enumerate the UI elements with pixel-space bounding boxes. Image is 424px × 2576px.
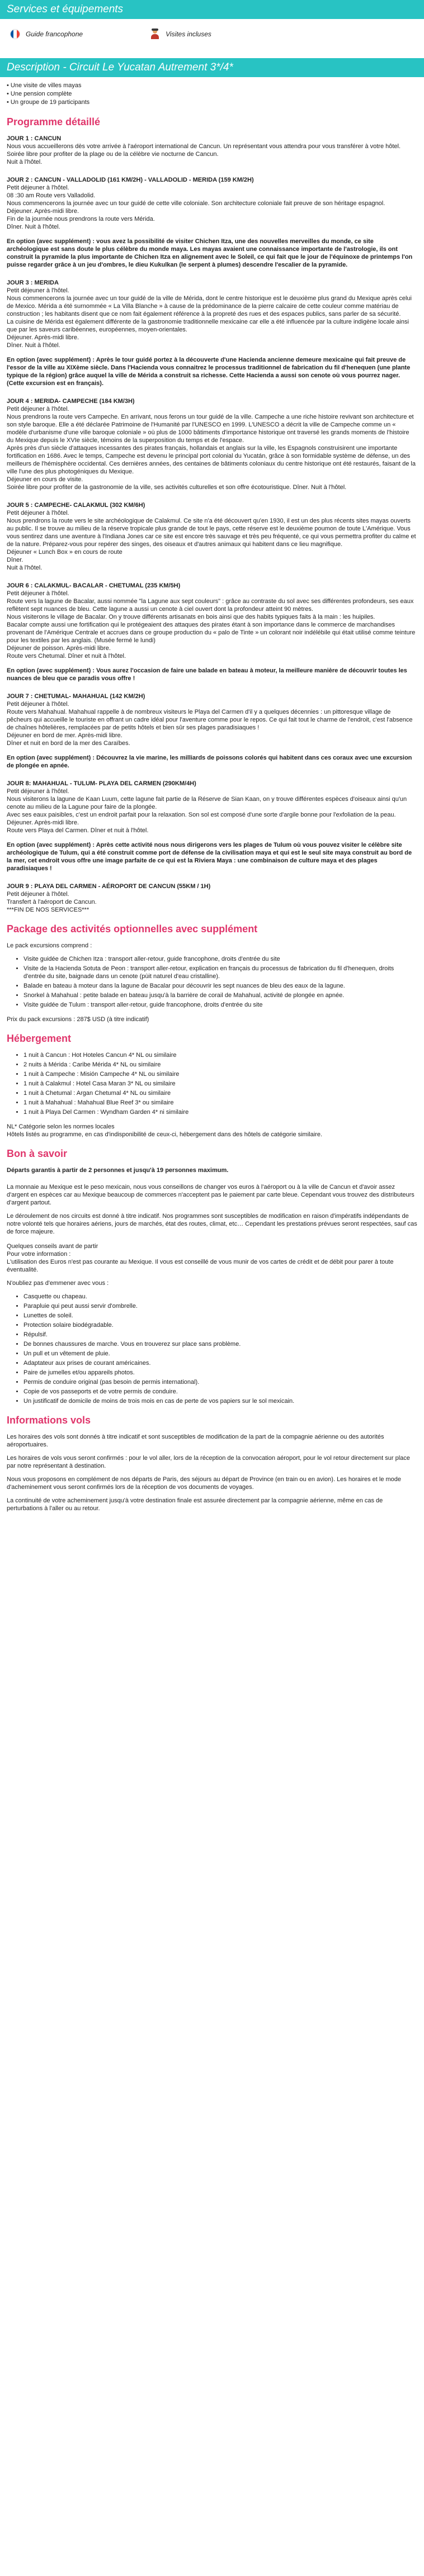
services-list [0, 19, 424, 58]
list-item: • Visite guidée de Chichen Itza : transport aller-retour, guide francophone, droits d'entrée du site [23, 955, 417, 963]
day-paragraph: Nous visiterons la lagune de Kaan Luum, cette lagune fait partie de la Réserve de Sian Kaan, on y trouve différentes espèces d'oiseaux ainsi qu'un cenote au milieu de la Lagune pour faire de la plongée. [7, 796, 407, 810]
day-paragraph: Route vers la lagune de Bacalar, aussi nommée "la Lagune aux sept couleurs" : grâce au contraste du sol avec ses différentes profondeurs, ses eaux reflètent sept nuances de bleu. Cette lagune a aussi un cenote à ciel ouvert dont la profondeur atteint 90 mètres. [7, 598, 414, 613]
package-price: Prix du pack excursions : 287$ USD (à titre indicatif) [7, 1016, 149, 1023]
day-paragraph: 08 :30 am Route vers Valladolid. [7, 192, 96, 199]
programme-day [7, 135, 417, 166]
bullet-item: • Un groupe de 19 participants [7, 99, 90, 106]
day-paragraph: Petit déjeuner à l'hôtel. [7, 701, 69, 708]
hebergement-heading: Hébergement [7, 1033, 72, 1044]
savoir-para: La monnaie au Mexique est le peso mexicain, nous vous conseillons de changer vos euros à l'aéroport ou à la ville de Cancun et d'avoir assez d'argent en espèces car au Mexique beaucoup de commerces n'acceptent pas le paiement par carte bleue. Cependant vous trouvez des distributeurs d'argent partout. [7, 1184, 414, 1206]
france-flag-icon [10, 29, 20, 39]
list-item: • Adaptateur aux prises de courant américaines. [23, 1359, 417, 1367]
list-item: • Casquette ou chapeau. [23, 1293, 417, 1301]
savoir-para: Quelques conseils avant de partir [7, 1243, 98, 1250]
day-paragraph: Déjeuner « Lunch Box » en cours de route [7, 549, 123, 556]
day-paragraph: Transfert à l'aéroport de Cancun. [7, 899, 97, 905]
day-title: JOUR 1 : CANCUN [7, 135, 62, 142]
description-bullets [7, 82, 417, 107]
day-paragraph: La cuisine de Mérida est également différente de la gastronomie traditionnelle mexicaine car elle a été influencée par la culture indigène locale ainsi que par les saveurs caribéennes, européennes, moyen-orientales. [7, 319, 409, 333]
package-heading: Package des activités optionnelles avec supplément [7, 923, 258, 934]
list-item: • De bonnes chaussures de marche. Vous en trouverez sur place sans problème. [23, 1340, 417, 1348]
bullet-item: • Une visite de villes mayas [7, 82, 82, 89]
day-paragraph: En option (avec supplément) : Vous aurez l'occasion de faire une balade en bateau à moteur, la meilleure manière de découvrir toutes les nuances de bleu que ce paradis vous offre ! [7, 667, 407, 682]
infos-heading: Informations vols [7, 1415, 91, 1426]
list-item: • 1 nuit à Playa Del Carmen : Wyndham Garden 4* ni similaire [23, 1108, 417, 1116]
savoir-lead: Départs garantis à partir de 2 personnes et jusqu'à 19 personnes maximum. [7, 1167, 229, 1174]
savoir-para: Le déroulement de nos circuits est donné à titre indicatif. Nos programmes sont susceptibles de modification en raison d'impératifs indépendants de notre volonté tels que horaires aériens, jours de marchés, état des routes, climat, etc… Cependant les prestations prévues seront respectées, sauf cas de force majeure. [7, 1213, 417, 1235]
day-paragraph: En option (avec supplément) : Après le tour guidé portez à la découverte d'une Hacienda ancienne demeure mexicaine qui fait preuve de l'essor de la ville au XIXème siècle. Dans l'Hacienda vous connaitrez le processus traditionnel de fabrication du fil d'henequen (une plante typique de la région) grâce auquel la ville de Mérida a construit sa richesse. Cette Hacienda a aussi son cenote où vous pourrez nager. (Cette excursion est en français). [7, 357, 411, 387]
list-item: • Parapluie qui peut aussi servir d'ombrelle. [23, 1302, 417, 1310]
programme-day [7, 397, 417, 491]
day-paragraph: Soirée libre pour profiter de la gastronomie de la ville, ses activités culturelles et son offre écotouristique. Dîner. Nuit à l'hôtel. [7, 484, 347, 491]
day-paragraph: Route vers Mahahual. Mahahual rappelle à de nombreux visiteurs le Playa del Carmen d'il y a quelques décennies : un pittoresque village de pêcheurs qui accueille le touriste en offrant un cadre idéal pour l'aventure comme pour le repos. Ce qui fait tout le charme de l'endroit, c'est l'absence de chaînes hôtelières, remplacées par de petits hôtels et bien sûr ses plages paradisiaques ! [7, 709, 413, 731]
bullet-item: • Une pension complète [7, 91, 72, 97]
programme-day [7, 883, 417, 914]
day-paragraph: Déjeuner de poisson. Après-midi libre. [7, 645, 111, 652]
day-paragraph: En option (avec supplément) : Après cette activité nous nous dirigerons vers les plages de Tulum où vous pouvez visiter le célèbre site archéologique de Tulum, qui a été construit comme port de défense de la civilisation maya et qui est le seul site maya construit au bord de la mer, cet endroit vous offre une image parfaite de ce qui est la Riviera Maya : une combinaison de culture maya et des plages paradisiaques ! [7, 842, 412, 872]
day-title: JOUR 5 : CAMPECHE- CALAKMUL (302 KM/6H) [7, 502, 145, 509]
day-paragraph: Dîner. [7, 557, 23, 563]
day-paragraph: Petit déjeuner à l'hôtel. [7, 406, 69, 412]
day-paragraph: Petit déjeuner à l'hôtel. [7, 788, 69, 795]
day-paragraph: Dîner et nuit en bord de la mer des Caraïbes. [7, 740, 130, 747]
list-item: • Un pull et un vêtement de pluie. [23, 1350, 417, 1358]
services-title: Services et équipements [7, 3, 124, 15]
infos-para: La continuité de votre acheminement jusqu'à votre destination finale est assurée directement par la compagnie aérienne, même en cas de perturbations à l'aller ou au retour. [7, 1497, 383, 1512]
list-item: • Snorkel à Mahahual : petite balade en bateau jusqu'à la barrière de corail de Mahahual, activité de plongée en apnée. [23, 992, 417, 999]
programme-heading: Programme détaillé [7, 116, 101, 127]
service-label: Guide francophone [26, 30, 83, 38]
list-item: • 2 nuits à Mérida : Caribe Mérida 4* NL ou similaire [23, 1061, 417, 1069]
list-item: • Répulsif. [23, 1331, 417, 1339]
day-paragraph: Avec ses eaux paisibles, c'est un endroit parfait pour la relaxation. Son sol est composé d'une sorte d'argile bonne pour l'exfoliation de la peau. [7, 812, 396, 818]
package-list [7, 955, 417, 1009]
day-paragraph: En option (avec supplément) : Découvrez la vie marine, les milliards de poissons colorés qui habitent dans ces coraux avec une excursion de plongée en apnée. [7, 755, 412, 769]
day-paragraph: Déjeuner en cours de visite. [7, 476, 83, 483]
infos-para: Les horaires des vols sont donnés à titre indicatif et sont susceptibles de modification de la part de la compagnie aérienne ou des autorités aéroportuaires. [7, 1434, 384, 1448]
day-title: JOUR 4 : MERIDA- CAMPECHE (184 KM/3H) [7, 398, 135, 405]
hebergement-note: NL* Catégorie selon les normes locales [7, 1123, 115, 1130]
day-paragraph: Nous prendrons la route vers le site archéologique de Calakmul. Ce site n'a été découvert qu'en 1930, il est un des plus récents sites mayas ouverts au public. Il se trouve au milieu de la réserve tropicale plus grande de tout le pays, cette réserve est le deuxième poumon de toute L'Amérique. Vous vous sentirez dans une aventure à l'Indiana Jones car ce site est encore très sauvage et très peu fréquenté, ce qui vous permettra profiter du calme et de la nature. Préparez-vous pour repérer des singes, des oiseaux et d'autres animaux qui habitent dans ce lieu magnifique. [7, 518, 416, 548]
savoir-list [7, 1293, 417, 1405]
description-banner [0, 58, 424, 77]
savoir-para: L'utilisation des Euros n'est pas courante au Mexique. Il vous est conseillé de vous munir de vos cartes de crédit et de débit pour parer à toute éventualité. [7, 1259, 394, 1273]
day-paragraph: En option (avec supplément) : vous avez la possibilité de visiter Chichen Itza, une des nouvelles merveilles du monde, ce site archéologique est sans doute le plus célèbre du monde maya. Les mayas avaient une connaissance importante de l'astrologie, ils ont construit la pyramide la plus importante de Chichen Itza en alignement avec le Soleil, ce qui fait que le jour de l'équinoxe de printemps l'on puisse regarder grâce à un jeu d'ombres, le dieu Kukulkan (le serpent à plumes) descendre l'escalier de la pyramide. [7, 238, 413, 268]
day-paragraph: Bacalar compte aussi une fortification qui le protégeaient des attaques des pirates étant à son importance dans le commerce de marchandises provenant de l'Amérique Centrale et accrues dans ce groupe production du « palo de Tinte » un colorant noir indélébile qui était utilisé comme teinture pour les textiles par les anglais. (Musée fermé le lundi) [7, 622, 416, 644]
day-paragraph: Nuit à l'hôtel. [7, 564, 43, 571]
list-item: • Copie de vos passeports et de votre permis de conduire. [23, 1388, 417, 1396]
infos-para: Les horaires de vols vous seront confirmés : pour le vol aller, lors de la réception de la convocation aéroport, pour le vol retour directement sur place par notre représentant à destination. [7, 1455, 410, 1469]
list-item: • Protection solaire biodégradable. [23, 1321, 417, 1329]
savoir-para: N'oubliez pas d'emmener avec vous : [7, 1280, 109, 1287]
programme-day [7, 501, 417, 572]
list-item: • 1 nuit à Campeche : Misión Campeche 4* NL ou similaire [23, 1070, 417, 1078]
day-paragraph: Dîner. Nuit à l'hôtel. [7, 224, 60, 230]
service-label: Visites incluses [166, 30, 211, 38]
programme-day [7, 176, 417, 269]
list-item: • 1 nuit à Chetumal : Argan Chetumal 4* NL ou similaire [23, 1089, 417, 1097]
programme-day [7, 582, 417, 682]
day-title: JOUR 6 : CALAKMUL- BACALAR - CHETUMAL (235 KM/5H) [7, 582, 181, 589]
day-paragraph: Nous commencerons la journée avec un tour guidé de cette ville coloniale. Son architecture coloniale fait preuve de son héritage espagnol. [7, 200, 385, 207]
programme-day [7, 692, 417, 770]
list-item: • 1 nuit à Cancun : Hot Hoteles Cancun 4* NL ou similaire [23, 1051, 417, 1059]
day-paragraph: Déjeuner. Après-midi libre. [7, 208, 79, 215]
programme-day [7, 780, 417, 872]
list-item: • Visite de la Hacienda Sotuta de Peon : transport aller-retour, explication en français du processus de fabrication du fil d'henequen, droits d'entrée du site, baignade dans un cenote (pùit naturel d'eau cristalline). [23, 965, 417, 980]
service-item-guide [10, 29, 83, 39]
list-item: • Lunettes de soleil. [23, 1312, 417, 1320]
day-title: JOUR 3 : MERIDA [7, 279, 59, 286]
list-item: • 1 nuit à Calakmul : Hotel Casa Maran 3* NL ou similaire [23, 1080, 417, 1088]
day-paragraph: ***FIN DE NOS SERVICES*** [7, 907, 89, 913]
day-paragraph: Nuit à l'hôtel. [7, 159, 43, 165]
list-item: • Permis de conduire original (pas besoin de permis international). [23, 1378, 417, 1386]
services-banner [0, 0, 424, 19]
day-paragraph: Fin de la journée nous prendrons la route vers Mérida. [7, 216, 155, 222]
day-paragraph: Nous commencerons la journée avec un tour guidé de la ville de Mérida, dont le centre historique est le deuxième plus grand du Mexique après celui de Mexico. Mérida a été surnommée « La Villa Blanche » à cause de la prédominance de la pierre calcaire de cette couleur comme matériau de construction ; les habitants disent que ce nom fait également référence à la propreté des rues et des espaces publics, sans parler de sa sécurité. [7, 295, 412, 317]
list-item: • Balade en bateau à moteur dans la lagune de Bacalar pour découvrir les sept nuances de bleu des eaux de la lagune. [23, 982, 417, 990]
day-paragraph: Nous prendrons la route vers Campeche. En arrivant, nous ferons un tour guidé de la ville. Campeche a une riche histoire revivant son architecture et son style baroque. Elle a été déclarée Patrimoine de l'Humanité par l'UNESCO en 1999. L'UNESCO a décrit la ville de Campeche comme un « modèle d'urbanisme d'une ville baroque coloniale » où plus de 1000 bâtiments d'importance historique ont traversé les grands moments de l'histoire du Mexique depuis le XVIe siècle, témoins de la superposition du temps et de l'espace. [7, 414, 414, 444]
package-intro: Le pack excursions comprend : [7, 942, 92, 949]
day-paragraph: Petit déjeuner à l'hôtel. [7, 510, 69, 516]
day-paragraph: Dîner. Nuit à l'hôtel. [7, 342, 60, 349]
day-paragraph: Déjeuner. Après-midi libre. [7, 819, 79, 826]
service-item-visites [150, 29, 211, 39]
hebergement-list [7, 1051, 417, 1116]
infos-para: Nous vous proposons en complément de nos départs de Paris, des séjours au départ de Province (en train ou en avion). Les horaires et le mode d'acheminement vous seront confirmés lors de la réception de vos documents de voyages. [7, 1476, 402, 1491]
day-paragraph: Nous visiterons le village de Bacalar. On y trouve différents artisanats en bois ainsi que des habits typiques faits à la main : les huipiles. [7, 614, 375, 620]
day-title: JOUR 7 : CHETUMAL- MAHAHUAL (142 KM/2H) [7, 693, 145, 700]
list-item: • Visite guidée de Tulum : transport aller-retour, guide francophone, droits d'entrée du site [23, 1001, 417, 1009]
day-paragraph: Petit déjeuner à l'hôtel. [7, 287, 69, 294]
savoir-para: Pour votre information : [7, 1251, 71, 1258]
savoir-heading: Bon à savoir [7, 1148, 68, 1159]
day-paragraph: Après près d'un siècle d'attaques incessantes des pirates français, hollandais et anglais sur la ville, les Espagnols construisirent une importante fortification en 1686. Avec le temps, Campeche est devenu le principal port colonial du Yucatán, grâce à son formidable système de défense, un des meilleurs de l'hémisphère occidental. Ces dernières années, des centaines de bâtiments coloniaux du centre historique ont été restaurés, faisant de la ville l'une des plus photogéniques du Mexique. [7, 445, 416, 475]
day-paragraph: Petit déjeuner à l'hôtel. [7, 891, 69, 898]
day-title: JOUR 2 : CANCUN - VALLADOLID (161 KM/2H) - VALLADOLID - MERIDA (159 KM/2H) [7, 177, 254, 183]
day-paragraph: Déjeuner en bord de mer. Après-midi libre. [7, 732, 123, 739]
day-paragraph: Petit déjeuner à l'hôtel. [7, 590, 69, 597]
list-item: • 1 nuit à Mahahual : Mahahual Blue Reef 3* ou similaire [23, 1099, 417, 1107]
day-paragraph: Route vers Chetumal. Dîner et nuit à l'hôtel. [7, 653, 126, 660]
hebergement-note: Hôtels listés au programme, en cas d'indisponibilité de ceux-ci, hébergement dans des hôtels de catégorie similaire. [7, 1131, 323, 1138]
tour-guide-icon [150, 29, 160, 39]
day-paragraph: Petit déjeuner à l'hôtel. [7, 184, 69, 191]
list-item: • Paire de jumelles et/ou appareils photos. [23, 1369, 417, 1377]
day-paragraph: Nous vous accueillerons dès votre arrivée à l'aéroport international de Cancun. Un représentant vous attendra pour vous transférer à votre hôtel. Soirée libre pour profiter de la plage ou de la célèbre vie nocturne de Cancun. [7, 143, 401, 158]
programme-days [7, 135, 417, 914]
day-paragraph: Route vers Playa del Carmen. Dîner et nuit à l'hôtel. [7, 827, 149, 834]
description-title: Description - Circuit Le Yucatan Autrement 3*/4* [7, 61, 233, 73]
day-paragraph: Déjeuner. Après-midi libre. [7, 334, 79, 341]
day-title: JOUR 9 : PLAYA DEL CARMEN - AÉROPORT DE CANCUN (55KM / 1H) [7, 883, 211, 890]
programme-day [7, 279, 417, 387]
day-title: JOUR 8: MAHAHUAL - TULUM- PLAYA DEL CARMEN (290KM/4H) [7, 780, 196, 787]
list-item: • Un justificatif de domicile de moins de trois mois en cas de perte de vos papiers sur le sol mexicain. [23, 1397, 417, 1405]
